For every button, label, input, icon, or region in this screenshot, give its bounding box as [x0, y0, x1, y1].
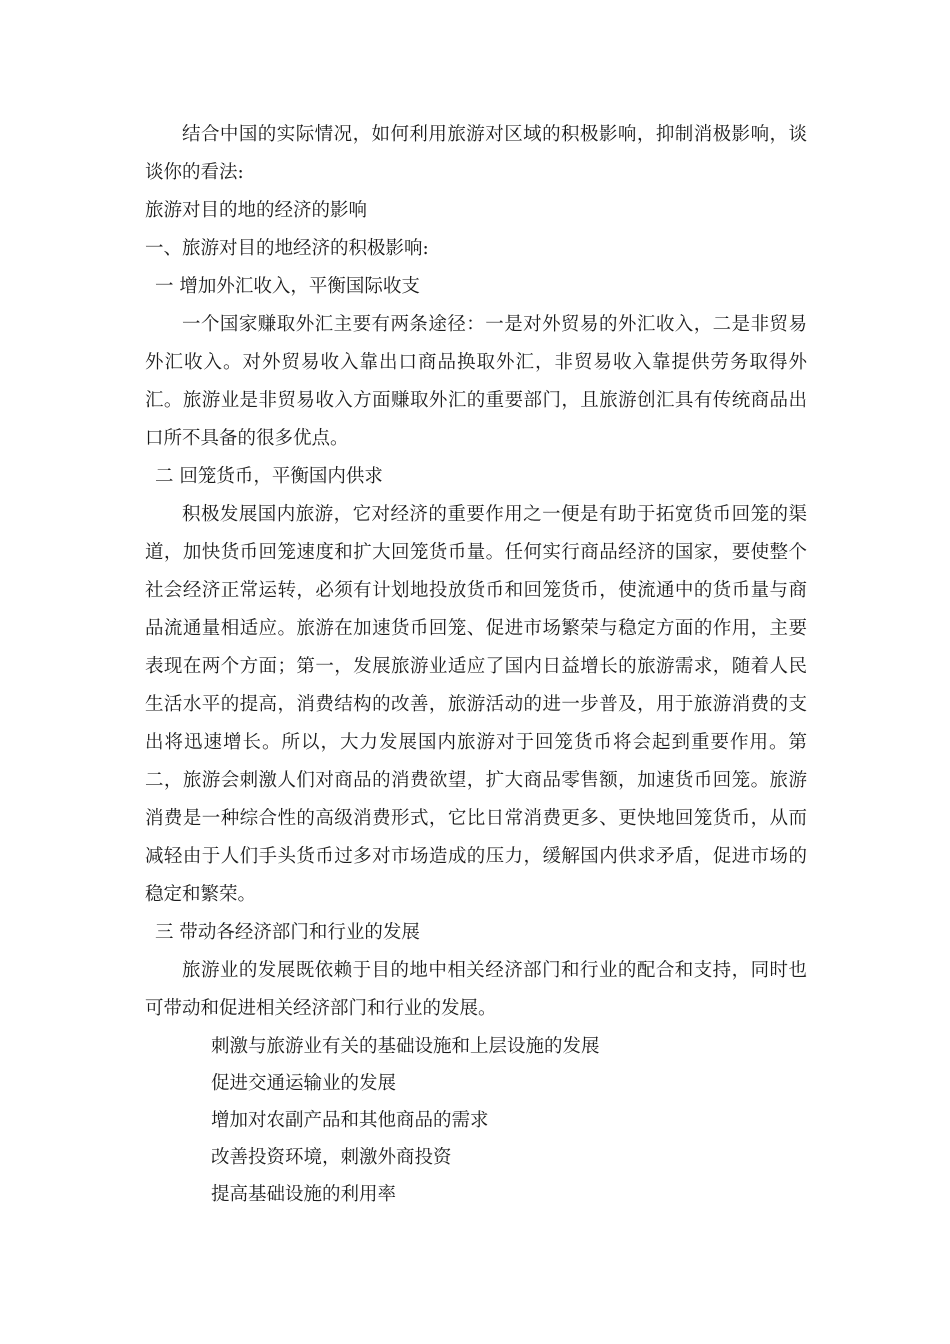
document-body	[145, 116, 807, 1213]
section-1-heading: 一 增加外汇收入，平衡国际收支	[155, 276, 420, 297]
section-3-body: 旅游业的发展既依赖于目的地中相关经济部门和行业的配合和支持，同时也可带动和促进相关经济部门和行业的发展。	[145, 960, 807, 1019]
list-item: 增加对农副产品和其他商品的需求	[211, 1110, 489, 1131]
topic-title: 旅游对目的地的经济的影响	[145, 200, 368, 221]
part1-heading: 一、旅游对目的地经济的积极影响:	[145, 238, 429, 259]
section-2-body: 积极发展国内旅游，它对经济的重要作用之一便是有助于拓宽货币回笼的渠道，加快货币回笼速度和扩大回笼货币量。任何实行商品经济的国家，要使整个社会经济正常运转，必须有计划地投放货币和回笼货币，使流通中的货币量与商品流通量相适应。旅游在加速货币回笼、促进市场繁荣与稳定方面的作用，主要表现在两个方面；第一，发展旅游业适应了国内日益增长的旅游需求，随着人民生活水平的提高，消费结构的改善，旅游活动的进一步普及，用于旅游消费的支出将迅速增长。所以，大力发展国内旅游对于回笼货币将会起到重要作用。第二，旅游会刺激人们对商品的消费欲望，扩大商品零售额，加速货币回笼。旅游消费是一种综合性的高级消费形式，它比日常消费更多、更快地回笼货币，从而减轻由于人们手头货币过多对市场造成的压力，缓解国内供求矛盾，促进市场的稳定和繁荣。	[145, 504, 807, 905]
list-item: 提高基础设施的利用率	[211, 1184, 397, 1205]
section-2-heading: 二 回笼货币，平衡国内供求	[155, 466, 383, 487]
section-1-body: 一个国家赚取外汇主要有两条途径：一是对外贸易的外汇收入，二是非贸易外汇收入。对外贸易收入靠出口商品换取外汇，非贸易收入靠提供劳务取得外汇。旅游业是非贸易收入方面赚取外汇的重要部门，且旅游创汇具有传统商品出口所不具备的很多优点。	[145, 314, 807, 449]
list-item: 改善投资环境，刺激外商投资	[211, 1147, 452, 1168]
intro-question: 结合中国的实际情况，如何利用旅游对区域的积极影响，抑制消极影响，谈谈你的看法:	[145, 124, 807, 183]
section-3-heading: 三 带动各经济部门和行业的发展	[155, 922, 420, 943]
list-item: 刺激与旅游业有关的基础设施和上层设施的发展	[211, 1036, 600, 1057]
list-item: 促进交通运输业的发展	[211, 1073, 397, 1094]
impact-list	[145, 1028, 807, 1213]
